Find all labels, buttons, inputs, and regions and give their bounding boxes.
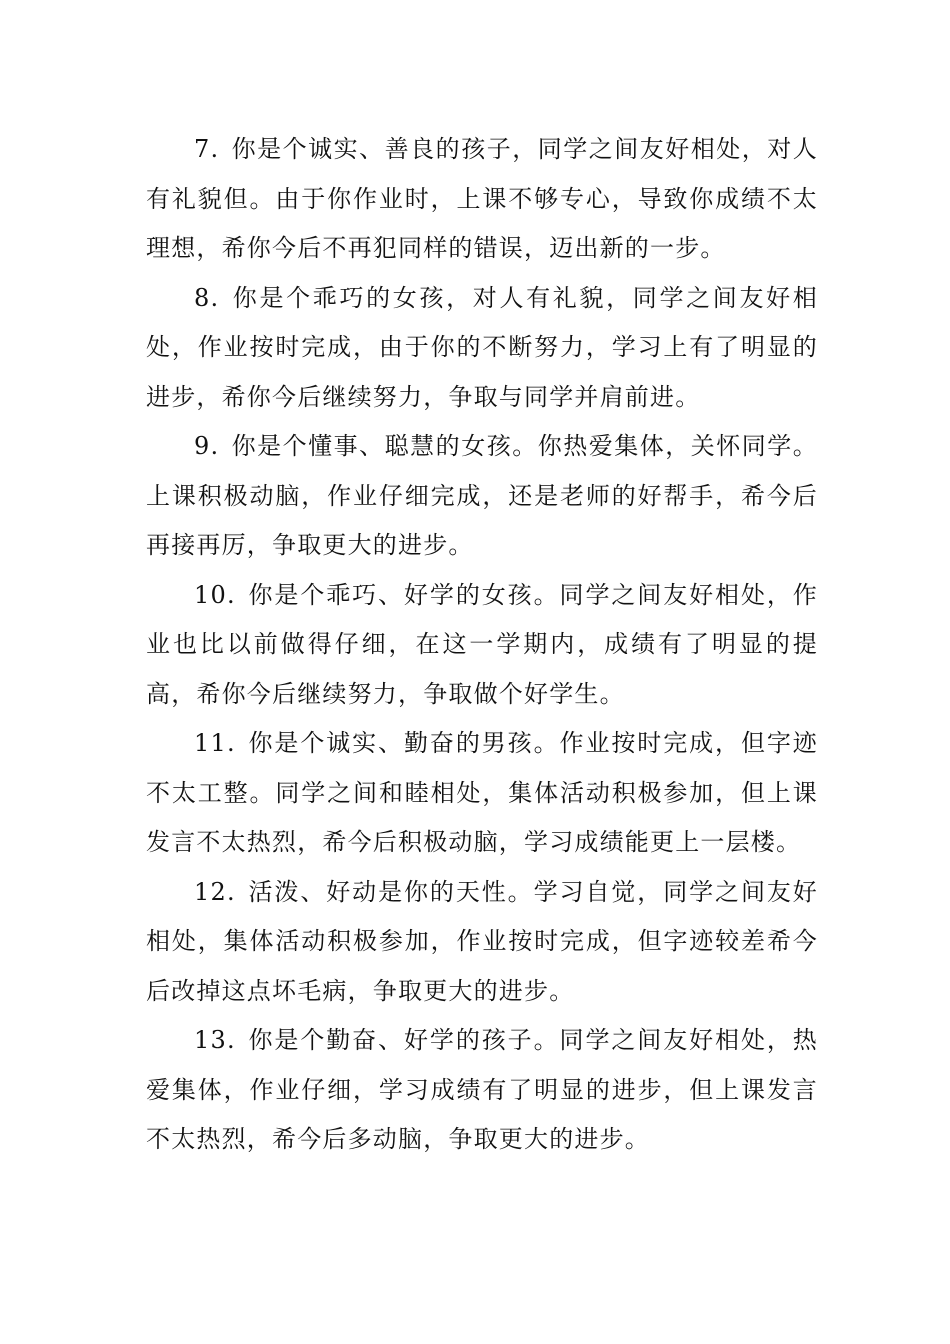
comment-paragraph-7	[146, 125, 818, 274]
comment-number: 11.	[194, 729, 236, 757]
comment-paragraph-11	[146, 719, 818, 868]
comment-paragraph-12	[146, 868, 818, 1017]
comment-number: 8.	[194, 283, 220, 312]
comment-text: 你是个乖巧、好学的女孩。同学之间友好相处，作业也比以前做得仔细，在这一学期内，成绩有了明显的提高，希你今后继续努力，争取做个好学生。	[146, 580, 818, 708]
comment-text: 你是个诚实、勤奋的男孩。作业按时完成，但字迹不太工整。同学之间和睦相处，集体活动积极参加，但上课发言不太热烈，希今后积极动脑，学习成绩能更上一层楼。	[146, 729, 818, 856]
comment-text: 活泼、好动是你的天性。学习自觉，同学之间友好相处，集体活动积极参加，作业按时完成，但字迹较差希今后改掉这点坏毛病，争取更大的进步。	[146, 877, 818, 1005]
comment-paragraph-10	[146, 571, 818, 720]
comment-number: 10.	[194, 580, 236, 609]
comment-number: 13.	[194, 1026, 236, 1054]
comment-number: 12.	[194, 877, 236, 906]
comment-text: 你是个勤奋、好学的孩子。同学之间友好相处，热爱集体，作业仔细，学习成绩有了明显的进步，但上课发言不太热烈，希今后多动脑，争取更大的进步。	[146, 1026, 818, 1153]
comment-text: 你是个诚实、善良的孩子，同学之间友好相处，对人有礼貌但。由于你作业时，上课不够专心，导致你成绩不太理想，希你今后不再犯同样的错误，迈出新的一步。	[146, 135, 818, 262]
comment-paragraph-8	[146, 274, 818, 423]
comment-list	[146, 125, 818, 1165]
comment-text: 你是个懂事、聪慧的女孩。你热爱集体，关怀同学。上课积极动脑，作业仔细完成，还是老师的好帮手，希今后再接再厉，争取更大的进步。	[146, 432, 818, 559]
comment-text: 你是个乖巧的女孩，对人有礼貌，同学之间友好相处，作业按时完成，由于你的不断努力，学习上有了明显的进步，希你今后继续努力，争取与同学并肩前进。	[146, 283, 818, 411]
comment-paragraph-13	[146, 1016, 818, 1165]
comment-paragraph-9	[146, 422, 818, 571]
comment-number: 9.	[194, 432, 220, 460]
comment-number: 7.	[194, 135, 220, 163]
